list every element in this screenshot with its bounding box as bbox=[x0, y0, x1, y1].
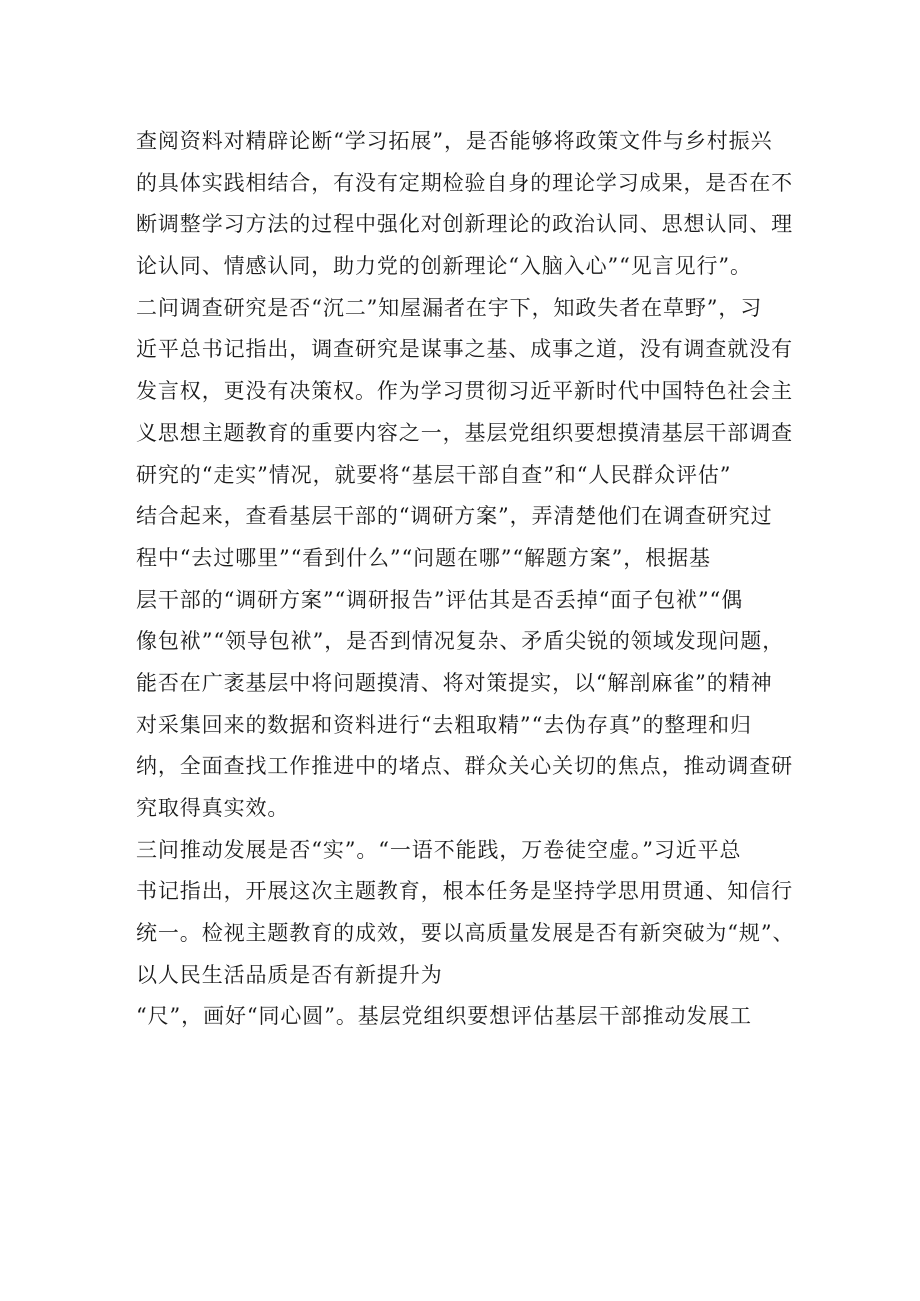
text-line: 断调整学习方法的过程中强化对创新理论的政治认同、思想认同、理 bbox=[136, 212, 793, 237]
text-line: 近平总书记指出，调查研究是谋事之基、成事之道，没有调查就没有 bbox=[136, 337, 793, 362]
text-line: 以人民生活品质是否有新提升为 bbox=[136, 962, 443, 987]
text-line: 结合起来，查看基层干部的“调研方案”，弄清楚他们在调查研究过 bbox=[136, 504, 773, 529]
text-line: 查阅资料对精辟论断“学习拓展”，是否能够将政策文件与乡村振兴 bbox=[136, 129, 773, 153]
text-line: 二问调查研究是否“沉二”知屋漏者在宇下，知政失者在草野”，习 bbox=[136, 295, 763, 320]
text-line: 研究的“走实”情况，就要将“基层干部自查”和“人民群众评估” bbox=[136, 462, 732, 487]
text-line: 书记指出，开展这次主题教育，根本任务是坚持学思用贯通、知信行 bbox=[136, 879, 793, 904]
text-line: 论认同、情感认同，助力党的创新理论“入脑入心”“见言见行”。 bbox=[136, 254, 752, 279]
body-text bbox=[136, 121, 795, 1038]
text-line: 能否在广袤基层中将问题摸清、将对策提实，以“解剖麻雀”的精神 bbox=[136, 670, 773, 695]
text-line: 像包袱”“领导包袱”，是否到情况复杂、矛盾尖锐的领域发现问题， bbox=[136, 629, 785, 654]
text-line: 究取得真实效。 bbox=[136, 796, 290, 820]
text-line: 统一。检视主题教育的成效，要以高质量发展是否有新突破为“规”、 bbox=[136, 921, 795, 946]
text-line: 义思想主题教育的重要内容之一，基层党组织要想摸清基层干部调查 bbox=[136, 420, 793, 445]
text-line: 三问推动发展是否“实”。“一语不能践，万卷徒空虚。”习近平总 bbox=[136, 837, 742, 862]
text-line: “尺”，画好“同心圆”。基层党组织要想评估基层干部推动发展工 bbox=[136, 1004, 752, 1029]
text-line: 的具体实践相结合，有没有定期检验自身的理论学习成果，是否在不 bbox=[136, 170, 793, 195]
text-line: 发言权，更没有决策权。作为学习贯彻习近平新时代中国特色社会主 bbox=[136, 379, 793, 404]
text-line: 程中“去过哪里”“看到什么”“问题在哪”“解题方案”，根据基 bbox=[136, 545, 711, 570]
text-line: 层干部的“调研方案”“调研报告”评估其是否丢掉“面子包袱”“偶 bbox=[136, 587, 744, 612]
text-line: 纳，全面查找工作推进中的堵点、群众关心关切的焦点，推动调查研 bbox=[136, 754, 793, 779]
text-line: 对采集回来的数据和资料进行“去粗取精”“去伪存真”的整理和归 bbox=[136, 712, 752, 737]
